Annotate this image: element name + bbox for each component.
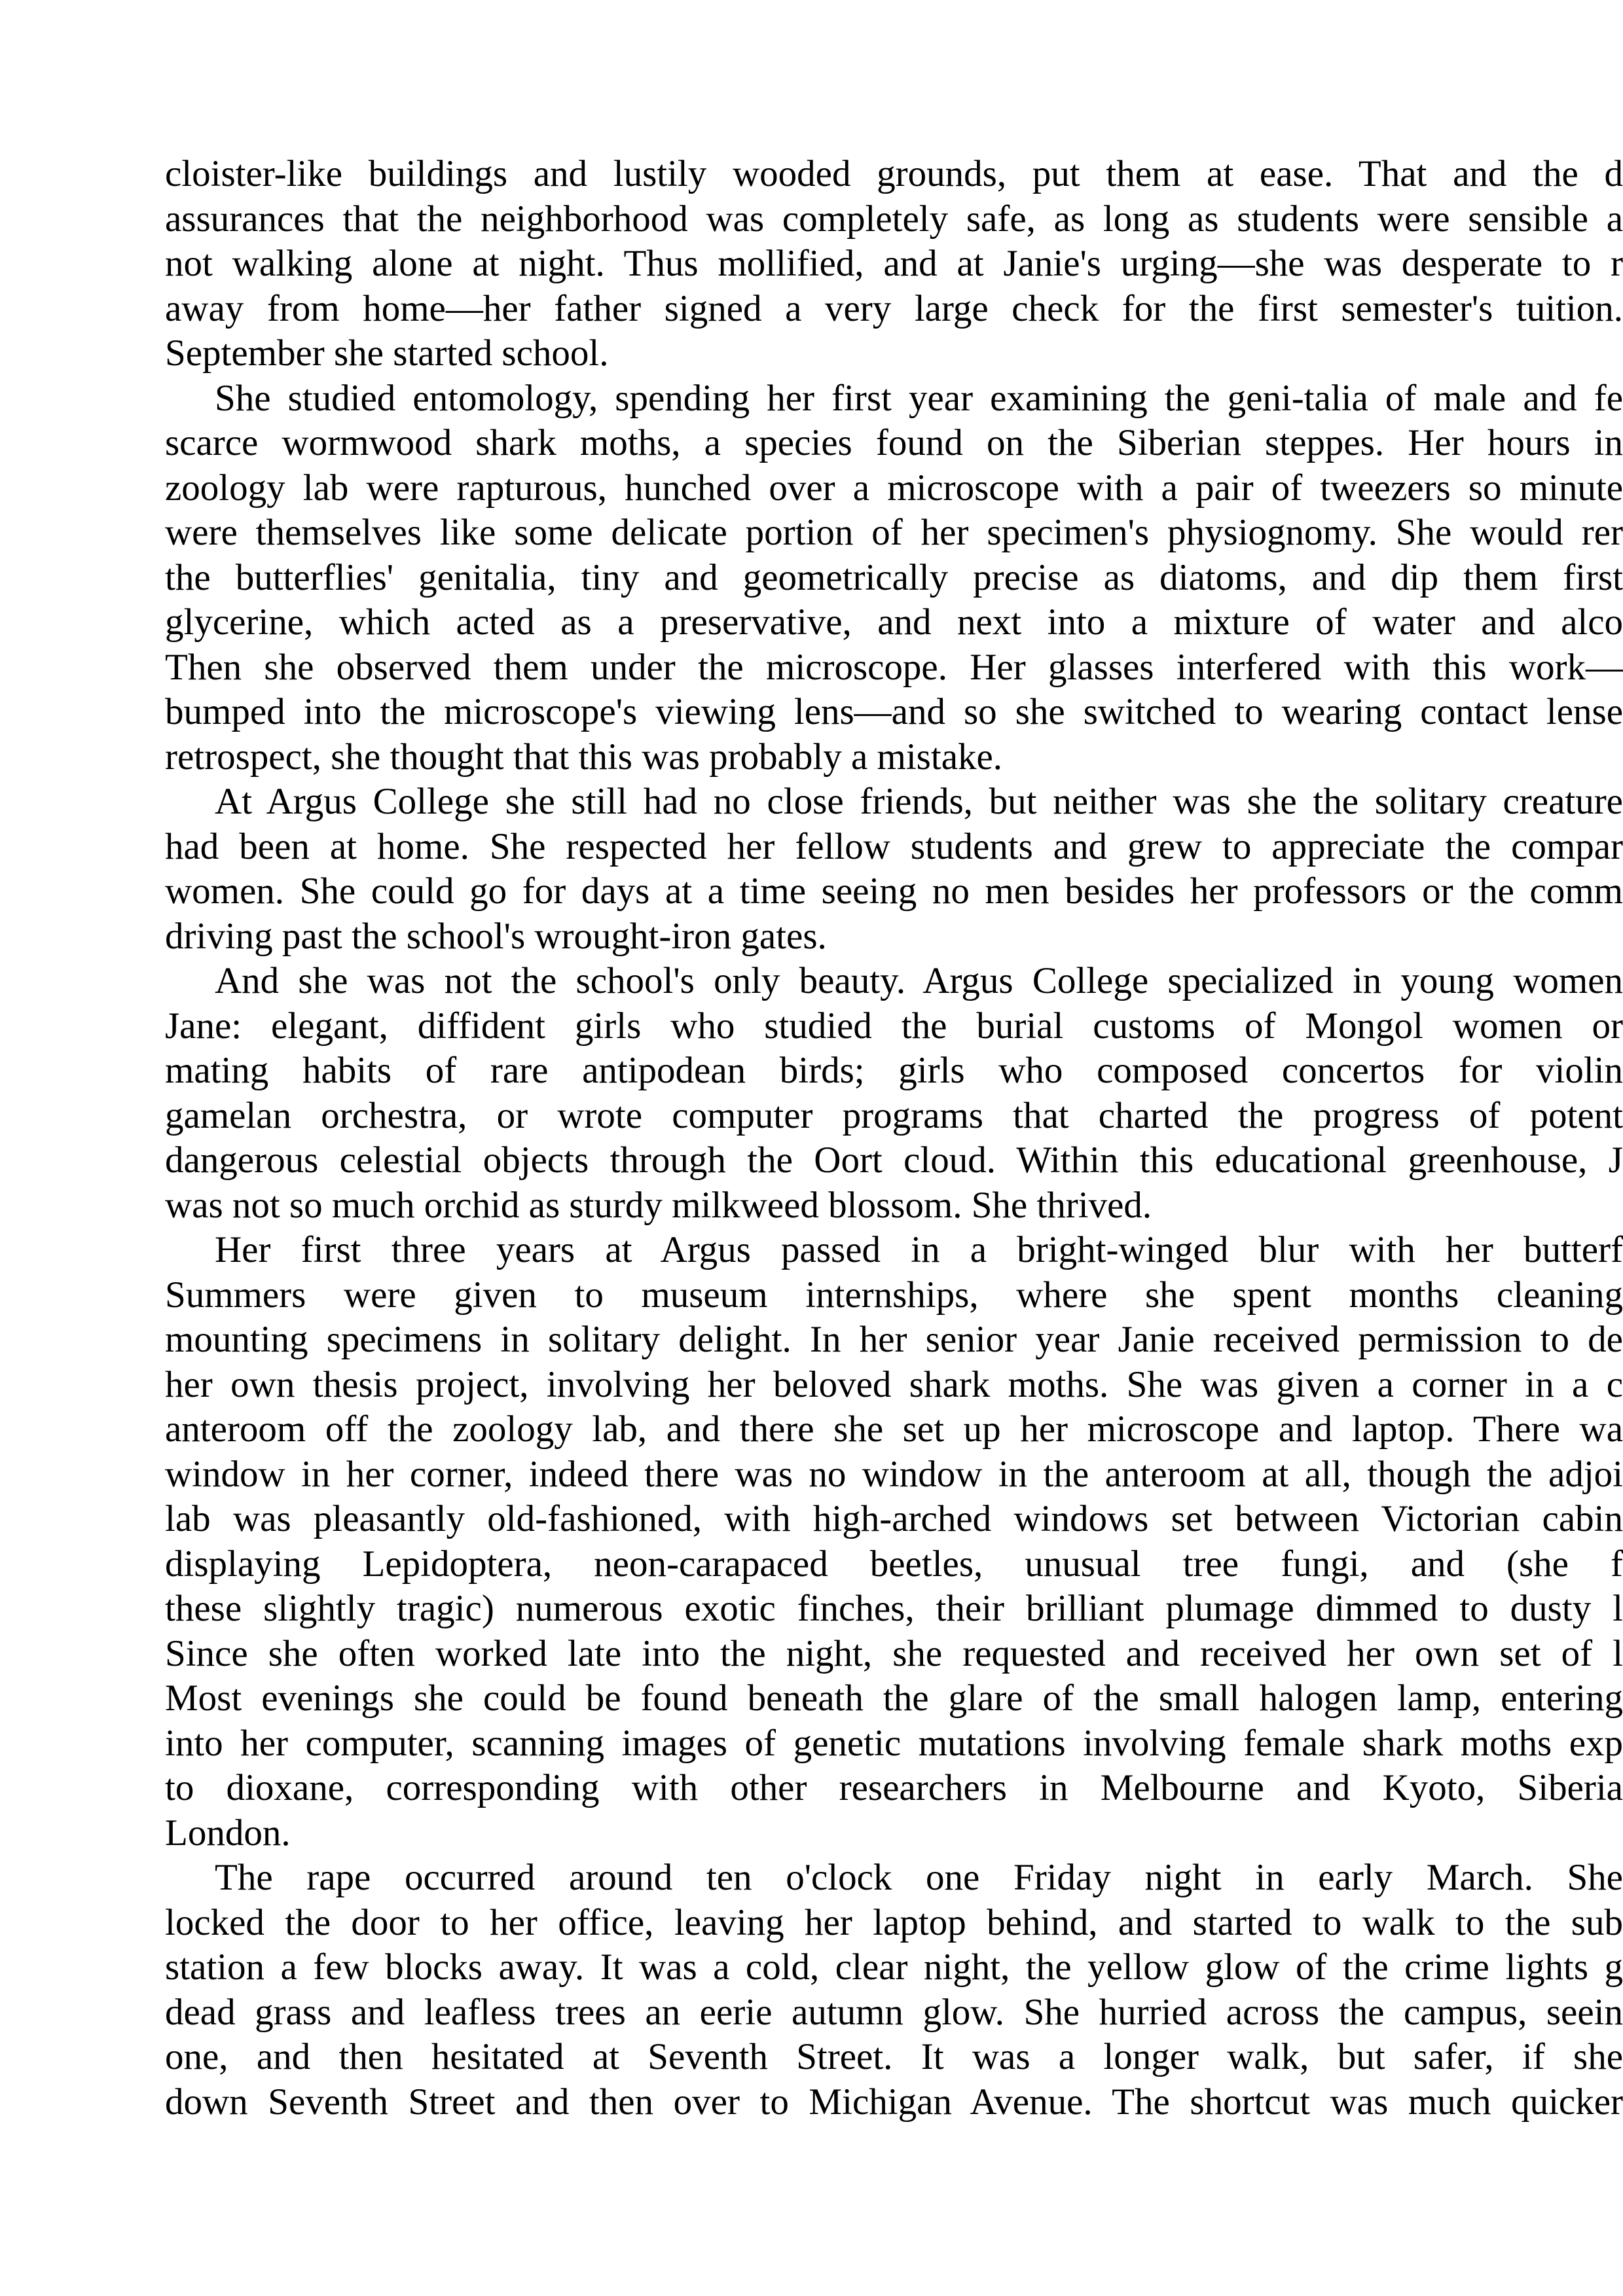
text-line: glycerine, which acted as a preservative, and next into a mixture of water and alco — [165, 601, 1623, 643]
text-line: her own thesis project, involving her beloved shark moths. She was given a corner in a c — [165, 1363, 1623, 1405]
paragraph — [165, 1228, 1623, 1856]
text-line: anteroom off the zoology lab, and there she set up her microscope and laptop. There wa — [165, 1408, 1623, 1450]
text-line: cloister-like buildings and lustily wooded grounds, put them at ease. That and the d — [165, 153, 1623, 194]
text-line: locked the door to her office, leaving her laptop behind, and started to walk to the sub — [165, 1901, 1623, 1943]
text-line: gamelan orchestra, or wrote computer programs that charted the progress of potent — [165, 1094, 1623, 1136]
paragraph — [165, 152, 1623, 376]
text-line: mating habits of rare antipodean birds; girls who composed concertos for violin — [165, 1050, 1623, 1091]
text-line: Her first three years at Argus passed in a bright-winged blur with her butterf — [215, 1229, 1623, 1270]
paragraph — [165, 376, 1623, 780]
text-line: were themselves like some delicate portion of her specimen's physiognomy. She would rer — [165, 512, 1623, 553]
text-line: into her computer, scanning images of genetic mutations involving female shark moths exp — [165, 1722, 1623, 1764]
text-line: dead grass and leafless trees an eerie autumn glow. She hurried across the campus, seein — [165, 1991, 1623, 2033]
text-line: the butterflies' genitalia, tiny and geometrically precise as diatoms, and dip them first — [165, 556, 1623, 598]
text-line: one, and then hesitated at Seventh Street. It was a longer walk, but safer, if she — [165, 2036, 1623, 2077]
text-line: station a few blocks away. It was a cold, clear night, the yellow glow of the crime lights g — [165, 1946, 1623, 1988]
text-line: dangerous celestial objects through the Oort cloud. Within this educational greenhouse, J — [165, 1139, 1623, 1181]
text-line: window in her corner, indeed there was no window in the anteroom at all, though the adjoi — [165, 1453, 1623, 1495]
text-line: displaying Lepidoptera, neon-carapaced beetles, unusual tree fungi, and (she f — [165, 1543, 1623, 1585]
text-line: down Seventh Street and then over to Michigan Avenue. The shortcut was much quicker — [165, 2081, 1623, 2123]
text-line: Most evenings she could be found beneath the glare of the small halogen lamp, entering — [165, 1677, 1623, 1719]
text-line: lab was pleasantly old-fashioned, with high-arched windows set between Victorian cabin — [165, 1498, 1623, 1539]
text-line: women. She could go for days at a time seeing no men besides her professors or the comm — [165, 870, 1623, 912]
text-line: She studied entomology, spending her first year examining the geni-talia of male and fe — [215, 377, 1623, 419]
text-line: was not so much orchid as sturdy milkweed blossom. She thrived. — [165, 1184, 1152, 1226]
text-line: And she was not the school's only beauty. Argus College specialized in young women — [215, 960, 1623, 1001]
paragraph — [165, 780, 1623, 959]
text-line: bumped into the microscope's viewing lens—and so she switched to wearing contact lense — [165, 691, 1623, 732]
text-line: scarce wormwood shark moths, a species found on the Siberian steppes. Her hours in — [165, 422, 1623, 463]
text-line: retrospect, she thought that this was probably a mistake. — [165, 736, 1003, 778]
text-line: Jane: elegant, diffident girls who studied the burial customs of Mongol women or — [165, 1005, 1623, 1047]
body-text — [165, 152, 1623, 2125]
text-line: away from home—her father signed a very large check for the first semester's tuition. — [165, 287, 1623, 329]
text-line: assurances that the neighborhood was completely safe, as long as students were sensible a — [165, 198, 1623, 240]
text-line: At Argus College she still had no close friends, but neither was she the solitary creature — [215, 781, 1623, 822]
text-line: Then she observed them under the microscope. Her glasses interfered with this work— — [165, 646, 1623, 688]
text-line: Summers were given to museum internships, where she spent months cleaning — [165, 1274, 1623, 1316]
text-line: zoology lab were rapturous, hunched over a microscope with a pair of tweezers so minute — [165, 467, 1623, 509]
text-line: had been at home. She respected her fellow students and grew to appreciate the compar — [165, 825, 1623, 867]
text-line: these slightly tragic) numerous exotic finches, their brilliant plumage dimmed to dusty l — [165, 1588, 1623, 1629]
text-line: driving past the school's wrought-iron gates. — [165, 915, 827, 957]
text-line: Since she often worked late into the night, she requested and received her own set of l — [165, 1632, 1623, 1674]
text-line: to dioxane, corresponding with other researchers in Melbourne and Kyoto, Siberia — [165, 1767, 1623, 1808]
text-line: London. — [165, 1812, 291, 1854]
text-line: September she started school. — [165, 332, 609, 374]
text-line: mounting specimens in solitary delight. In her senior year Janie received permission to de — [165, 1319, 1623, 1360]
paragraph — [165, 1856, 1623, 2125]
paragraph — [165, 959, 1623, 1228]
text-line: The rape occurred around ten o'clock one Friday night in early March. She — [215, 1857, 1623, 1898]
text-line: not walking alone at night. Thus mollified, and at Janie's urging—she was desperate to r — [165, 243, 1623, 284]
